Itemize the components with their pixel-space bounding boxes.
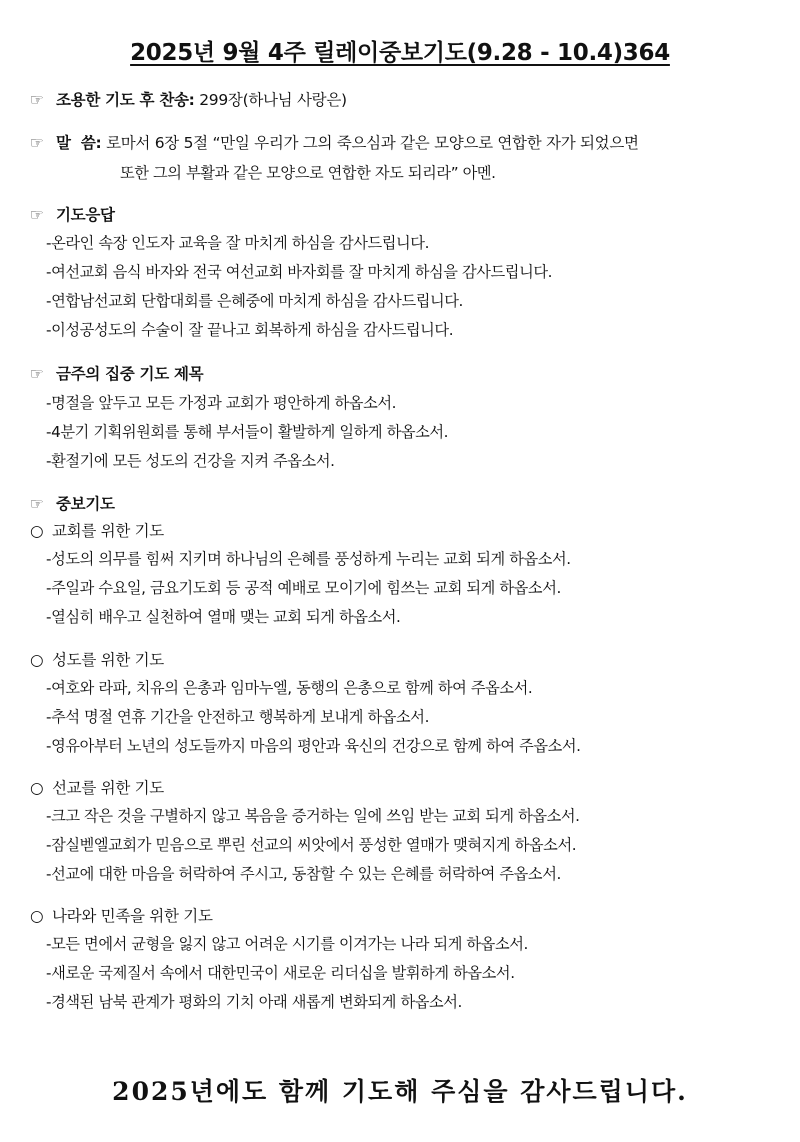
pointer-icon: ☞ xyxy=(30,206,44,224)
intercession-heading-text: 중보기도 xyxy=(56,495,115,513)
group-item: -크고 작은 것을 구별하지 않고 복음을 증거하는 일에 쓰임 받는 교회 되게 하옵소서. xyxy=(46,807,580,825)
group-title: 나라와 민족을 위한 기도 xyxy=(52,907,213,925)
pointer-icon: ☞ xyxy=(30,495,44,513)
group-item: -영유아부터 노년의 성도들까지 마음의 평안과 육신의 건강으로 함께 하여 주옵소서. xyxy=(46,737,581,755)
scripture-text-1: 로마서 6장 5절 “만일 우리가 그의 죽으심과 같은 모양으로 연합한 자가 되었으면 xyxy=(106,134,639,152)
group-title: 교회를 위한 기도 xyxy=(52,522,164,540)
intercession-heading xyxy=(30,494,115,514)
group-item: -성도의 의무를 힘써 지키며 하나님의 은혜를 풍성하게 누리는 교회 되게 하옵소서. xyxy=(46,550,571,568)
hymn-value: 299장(하나님 사랑은) xyxy=(199,91,347,109)
page-title xyxy=(0,34,800,67)
group-item: -잠실벧엘교회가 믿음으로 뿌린 선교의 씨앗에서 풍성한 열매가 맺혀지게 하옵소서. xyxy=(46,836,577,854)
answered-item: -이성공성도의 수술이 잘 끝나고 회복하게 하심을 감사드립니다. xyxy=(46,321,454,339)
group-heading-mission xyxy=(30,778,164,798)
group-title: 성도를 위한 기도 xyxy=(52,651,164,669)
group-item: -주일과 수요일, 금요기도회 등 공적 예배로 모이기에 힘쓰는 교회 되게 하옵소서. xyxy=(46,579,561,597)
group-item: -새로운 국제질서 속에서 대한민국이 새로운 리더십을 발휘하게 하옵소서. xyxy=(46,964,515,982)
answered-heading xyxy=(30,205,115,225)
focus-item: -명절을 앞두고 모든 가정과 교회가 평안하게 하옵소서. xyxy=(46,394,397,412)
hymn-label: 조용한 기도 후 찬송: xyxy=(56,91,195,109)
circle-bullet-icon: ○ xyxy=(30,651,44,669)
answered-item: -여선교회 음식 바자와 전국 여선교회 바자회를 잘 마치게 하심을 감사드립니다. xyxy=(46,263,553,281)
answered-item: -연합남선교회 단합대회를 은혜중에 마치게 하심을 감사드립니다. xyxy=(46,292,463,310)
focus-item: -환절기에 모든 성도의 건강을 지켜 주옵소서. xyxy=(46,452,335,470)
group-item: -추석 명절 연휴 기간을 안전하고 행복하게 보내게 하옵소서. xyxy=(46,708,430,726)
scripture-text-2: 또한 그의 부활과 같은 모양으로 연합한 자도 되리라” 아멘. xyxy=(120,164,496,182)
group-item: -경색된 남북 관계가 평화의 기치 아래 새롭게 변화되게 하옵소서. xyxy=(46,993,462,1011)
answered-heading-text: 기도응답 xyxy=(56,206,115,224)
group-title: 선교를 위한 기도 xyxy=(52,779,164,797)
closing-message: 2025년에도 함께 기도해 주심을 감사드립니다. xyxy=(112,1077,688,1106)
scripture-label: 말 씀: xyxy=(56,134,102,152)
answered-item: -온라인 속장 인도자 교육을 잘 마치게 하심을 감사드립니다. xyxy=(46,234,430,252)
page-title-text: 2025년 9월 4주 릴레이중보기도(9.28 - 10.4)364 xyxy=(130,40,670,66)
hymn-line xyxy=(30,90,347,110)
group-item: -여호와 라파, 치유의 은총과 임마누엘, 동행의 은총으로 함께 하여 주옵소서. xyxy=(46,679,533,697)
group-item: -열심히 배우고 실천하여 열매 맺는 교회 되게 하옵소서. xyxy=(46,608,401,626)
focus-heading xyxy=(30,364,203,384)
group-item: -선교에 대한 마음을 허락하여 주시고, 동참할 수 있는 은혜를 허락하여 주옵소서. xyxy=(46,865,561,883)
group-heading-saints xyxy=(30,650,164,670)
group-item: -모든 면에서 균형을 잃지 않고 어려운 시기를 이겨가는 나라 되게 하옵소서. xyxy=(46,935,528,953)
focus-heading-text: 금주의 집중 기도 제목 xyxy=(56,365,204,383)
group-heading-nation xyxy=(30,906,213,926)
circle-bullet-icon: ○ xyxy=(30,779,44,797)
pointer-icon: ☞ xyxy=(30,91,44,109)
group-heading-church xyxy=(30,521,164,541)
pointer-icon: ☞ xyxy=(30,365,44,383)
circle-bullet-icon: ○ xyxy=(30,907,44,925)
focus-item: -4분기 기획위원회를 통해 부서들이 활발하게 일하게 하옵소서. xyxy=(46,423,449,441)
circle-bullet-icon: ○ xyxy=(30,522,44,540)
scripture-line xyxy=(30,133,639,153)
pointer-icon: ☞ xyxy=(30,134,44,152)
